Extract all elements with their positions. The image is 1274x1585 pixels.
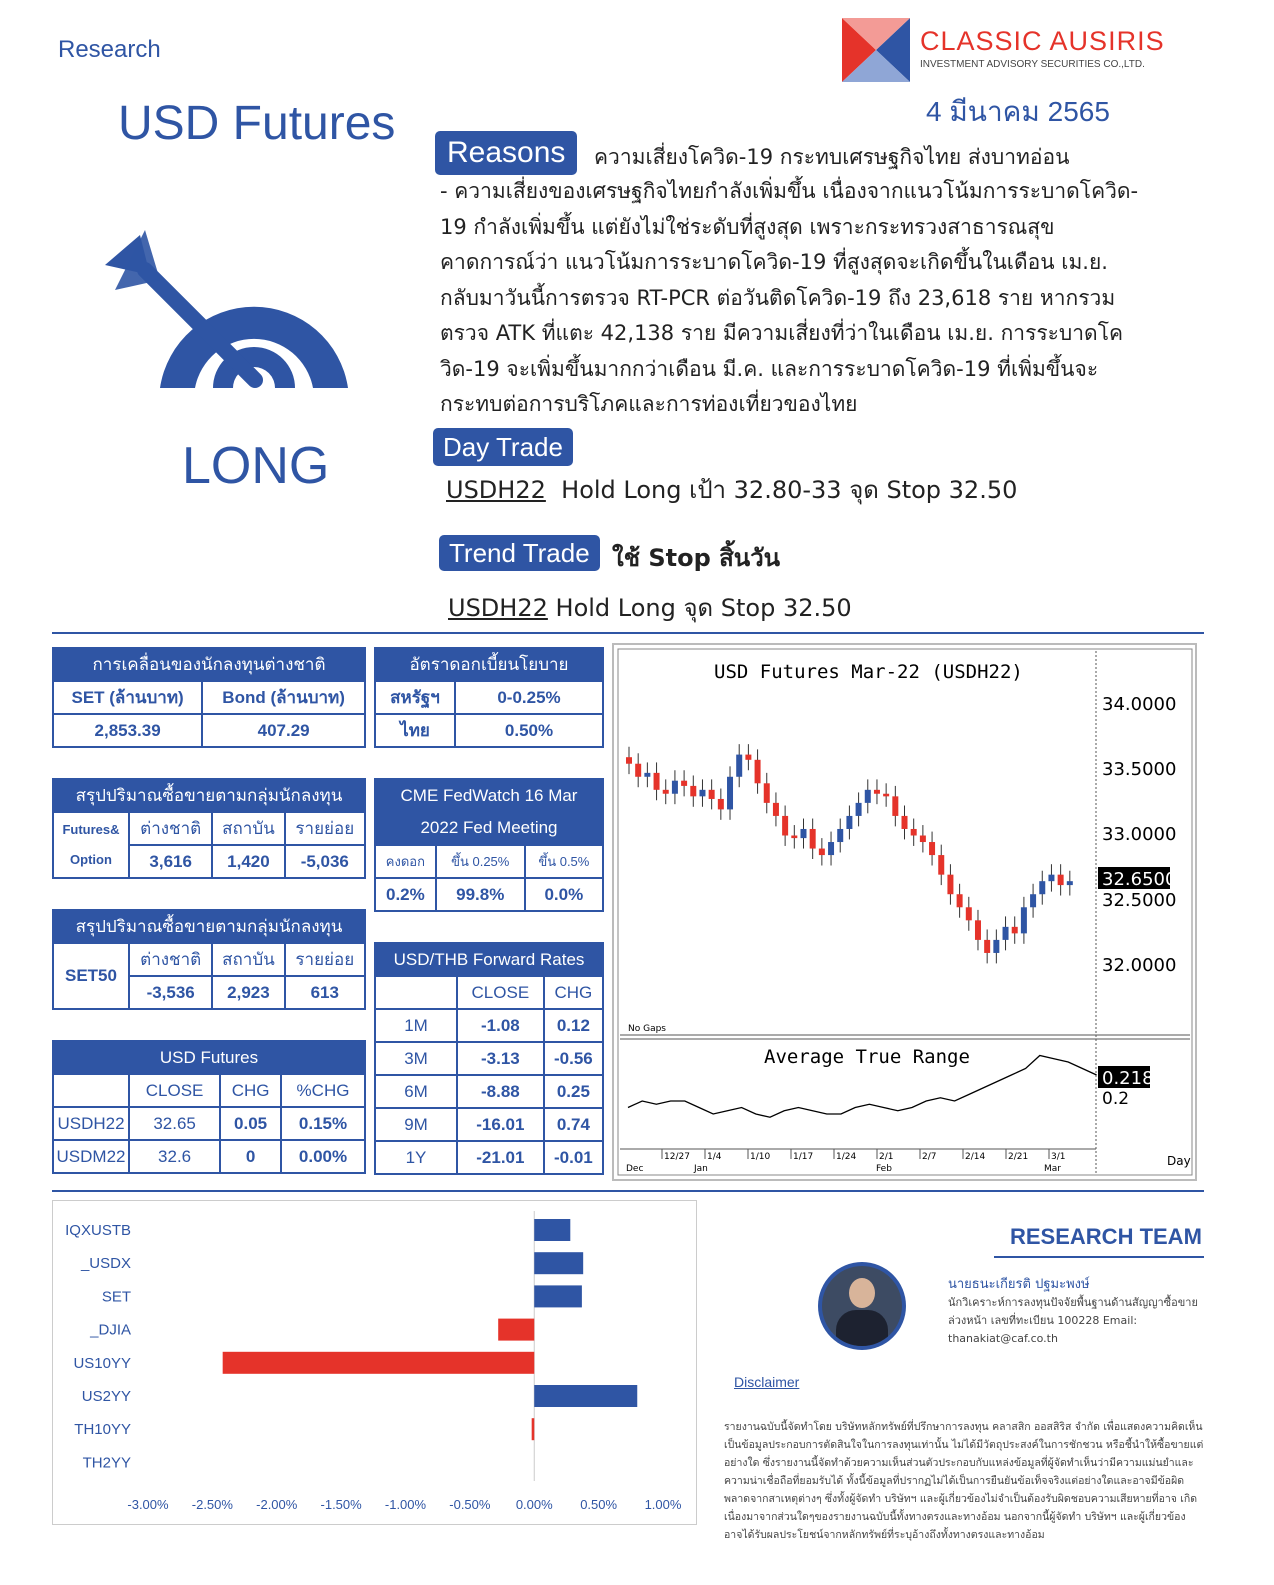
table-cell: -1.08 xyxy=(457,1009,544,1042)
page-title: USD Futures xyxy=(118,97,396,150)
x-tick-label: -2.00% xyxy=(256,1497,298,1512)
table-cell: 1M xyxy=(375,1009,457,1042)
target-icon xyxy=(105,230,350,400)
bar xyxy=(223,1352,535,1374)
cell: 0.0% xyxy=(525,878,603,911)
market-bar-chart xyxy=(52,1200,697,1525)
col-header: CLOSE xyxy=(457,976,544,1009)
candle xyxy=(966,907,972,920)
month-label: Dec xyxy=(626,1164,644,1174)
col-header: สถาบัน xyxy=(212,812,284,845)
day-trade-symbol: USDH22 xyxy=(446,476,546,504)
cell: 1,420 xyxy=(212,845,284,878)
day-trade-line xyxy=(446,470,1017,509)
candle xyxy=(947,875,953,895)
month-label: Feb xyxy=(876,1164,892,1174)
policy-rate-table xyxy=(374,647,604,748)
category-label: US10YY xyxy=(73,1354,131,1372)
analyst-info xyxy=(948,1276,1198,1348)
table-cell: -0.56 xyxy=(544,1042,603,1075)
y-tick: 33.0000 xyxy=(1102,824,1177,845)
bar xyxy=(534,1219,570,1241)
table-cell: กระทบต่อการบริโภคและการท่องเที่ยวของไทย xyxy=(440,392,858,416)
x-tick-label: 2/14 xyxy=(965,1152,986,1162)
cell: 99.8% xyxy=(436,878,525,911)
company-name: CLASSIC AUSIRIS xyxy=(920,26,1165,56)
usd-futures-table xyxy=(52,1040,366,1174)
table-cell: 0 xyxy=(220,1140,281,1173)
candle xyxy=(764,783,770,803)
divider xyxy=(52,1190,1204,1192)
table-row xyxy=(375,1108,603,1141)
x-tick-label: 2/21 xyxy=(1008,1152,1029,1162)
table-cell: - ความเสี่ยงของเศรษฐกิจไทยกำลังเพิ่มขึ้น เนื่องจากแนวโน้มการระบาดโควิด- xyxy=(440,179,1139,203)
fedwatch-table xyxy=(374,778,604,912)
table-cell: กลับมาวันนี้การตรวจ RT-PCR ต่อวันติดโควิด-19 ถึง 23,618 ราย หากรวม xyxy=(440,285,1116,310)
section-label: Research xyxy=(58,36,161,63)
avatar xyxy=(818,1262,906,1350)
candle xyxy=(892,796,898,816)
table-cell: 0.15% xyxy=(281,1107,365,1140)
candle xyxy=(709,790,715,799)
table-row xyxy=(375,1042,603,1075)
foreign-flow-table xyxy=(52,647,366,748)
cell: 0.2% xyxy=(375,878,436,911)
bar-chart-svg xyxy=(53,1201,698,1526)
col-header: คงดอก xyxy=(375,845,436,878)
analyst-reg: ล่วงหน้า เลขที่ทะเบียน 100228 Email: xyxy=(948,1314,1138,1327)
candle xyxy=(1048,875,1054,882)
x-tick-label: -2.50% xyxy=(191,1497,233,1512)
category-label: _DJIA xyxy=(90,1321,131,1339)
candle xyxy=(699,790,705,797)
candle xyxy=(819,849,825,856)
x-tick-label: -1.00% xyxy=(384,1497,427,1512)
table-cell: Option xyxy=(70,852,112,867)
atr-tick: 0.2 xyxy=(1102,1089,1130,1109)
table-cell: 0.74 xyxy=(544,1108,603,1141)
table-cell: 1Y xyxy=(375,1141,457,1174)
y-tick: 33.5000 xyxy=(1102,759,1177,780)
candlestick-chart xyxy=(614,645,1195,1179)
table-cell: 0.05 xyxy=(220,1107,281,1140)
y-tick: 32.0000 xyxy=(1102,955,1177,976)
table-cell: 3M xyxy=(375,1042,457,1075)
table-cell: -0.01 xyxy=(544,1141,603,1174)
row-label: ไทย xyxy=(375,714,455,747)
disclaimer-link[interactable]: Disclaimer xyxy=(734,1374,800,1390)
candle xyxy=(837,829,843,842)
day-trade-text: Hold Long เป้า 32.80-33 จุด Stop 32.50 xyxy=(561,476,1018,504)
x-tick-label: 1/24 xyxy=(836,1152,857,1162)
day-label: Day xyxy=(1167,1154,1191,1168)
cell: 0.50% xyxy=(455,714,603,747)
reasons-headline: ความเสี่ยงโควิด-19 กระทบเศรษฐกิจไทย ส่งบาทอ่อน xyxy=(594,145,1070,169)
table-cell: USDH22 xyxy=(53,1107,129,1140)
table-cell: CME FedWatch 16 Mar xyxy=(400,786,578,805)
candle xyxy=(644,773,650,777)
table-cell: -21.01 xyxy=(457,1141,544,1174)
table-cell: 32.6 xyxy=(129,1140,220,1173)
candle xyxy=(929,842,935,855)
futures-flow-table xyxy=(52,778,366,879)
cell: -5,036 xyxy=(285,845,365,878)
table-cell: วิด-19 จะเพิ่มขึ้นมากกว่าเดือน มี.ค. และการระบาดโควิด-19 ที่เพิ่มขึ้นจะ xyxy=(440,356,1099,381)
table-row xyxy=(375,1075,603,1108)
x-tick-label: 12/27 xyxy=(664,1152,690,1162)
col-header: รายย่อย xyxy=(285,943,365,976)
cell: 2,853.39 xyxy=(53,714,202,747)
table-row xyxy=(53,1140,365,1173)
y-tick: 32.5000 xyxy=(1102,890,1177,911)
table-title: USD/THB Forward Rates xyxy=(375,943,603,976)
table-row xyxy=(375,1141,603,1174)
category-label: IQXUSTB xyxy=(65,1222,131,1239)
cell xyxy=(375,976,457,1009)
col-header: ต่างชาติ xyxy=(129,812,212,845)
price-chart xyxy=(612,643,1197,1181)
chart-title: USD Futures Mar-22 (USDH22) xyxy=(714,661,1023,683)
candle xyxy=(810,829,816,849)
reasons-badge: Reasons xyxy=(435,131,577,175)
table-cell: ตรวจ ATK ที่แตะ 42,138 ราย มีความเสี่ยงที่ว่าในเดือน เม.ย. การระบาดโค xyxy=(440,321,1124,345)
col-header: ขึ้น 0.25% xyxy=(436,845,525,878)
table-title xyxy=(375,779,603,845)
candle xyxy=(1012,927,1018,934)
candle xyxy=(1021,907,1027,933)
candle xyxy=(672,781,678,794)
x-tick-label: 3/1 xyxy=(1051,1152,1066,1162)
cell: 0-0.25% xyxy=(455,681,603,714)
candle xyxy=(791,836,797,839)
x-tick-label: 1/4 xyxy=(707,1152,722,1162)
day-trade-badge: Day Trade xyxy=(433,428,573,466)
last-price: 32.6500 xyxy=(1102,869,1177,890)
candle xyxy=(993,940,999,953)
candle xyxy=(626,757,632,764)
cell: 407.29 xyxy=(202,714,365,747)
table-cell: -3.13 xyxy=(457,1042,544,1075)
col-header: Bond (ล้านบาท) xyxy=(202,681,365,714)
candle xyxy=(957,894,963,907)
analyst-role: นักวิเคราะห์การลงทุนปัจจัยพื้นฐานด้านสัญญาซื้อขาย xyxy=(948,1296,1198,1309)
table-cell: 0.00% xyxy=(281,1140,365,1173)
forward-rates-table xyxy=(374,942,604,1175)
month-label: Jan xyxy=(694,1164,708,1174)
analyst-name: นายธนะเกียรติ ปฐมะพงษ์ xyxy=(948,1277,1090,1292)
table-cell: Futures& xyxy=(62,822,120,837)
table-title: อัตราดอกเบี้ยนโยบาย xyxy=(375,648,603,681)
candle xyxy=(800,829,806,838)
candle xyxy=(755,760,761,783)
x-tick-label: -0.50% xyxy=(449,1497,491,1512)
table-cell: 0.12 xyxy=(544,1009,603,1042)
col-header: %CHG xyxy=(281,1074,365,1107)
col-header: CLOSE xyxy=(129,1074,220,1107)
company-subtitle: INVESTMENT ADVISORY SECURITIES CO.,LTD. xyxy=(920,59,1145,70)
table-title: การเคลื่อนของนักลงทุนต่างชาติ xyxy=(53,648,365,681)
cell xyxy=(53,1074,129,1107)
candle xyxy=(690,786,696,796)
atr-last: 0.218 xyxy=(1102,1068,1154,1089)
candle xyxy=(654,773,660,790)
candle xyxy=(718,799,724,809)
bar xyxy=(534,1252,583,1274)
col-header: ขึ้น 0.5% xyxy=(525,845,603,878)
candle xyxy=(865,790,871,803)
position-label: LONG xyxy=(182,437,330,495)
x-tick-label: -1.50% xyxy=(320,1497,362,1512)
candle xyxy=(635,764,641,777)
candle xyxy=(727,777,733,810)
category-label: TH10YY xyxy=(74,1421,131,1439)
candle xyxy=(1058,875,1064,885)
row-label: SET50 xyxy=(53,943,129,1009)
reasons-body xyxy=(440,174,1170,423)
disclaimer-text: รายงานฉบับนี้จัดทำโดย บริษัทหลักทรัพย์ที่ปรึกษาการลงทุน คลาสสิก ออสสิริส จำกัด เพื่อแสดงความคิดเห็นเป็นข้อมูลประกอบการตัดสินใจในการลงทุนเท่านั้น ไม่ได้มีวัตถุประสงค์ในการชักชวน หรือชี้นำให้ซื้อขายแต่อย่างใด ซึ่งรายงานนี้จัดทำด้วยความเห็นส่วนตัวประกอบกับแหล่งข้อมูลที่ผู้จัดทำเห็นว่ามีความแม่นยำและความน่าเชื่อถือที่ยอมรับได้ ทั้งนี้ข้อมูลที่ปรากฏไม่ได้เป็นการยืนยันข้อเท็จจริงแต่อย่างใดและอาจมีข้อผิดพลาดจากสาเหตุต่างๆ ซึ่งทั้งผู้จัดทำ บริษัทฯ และผู้เกี่ยวข้องไม่จำเป็นต้องรับผิดชอบความเสียหายที่อาจ เกิดเนื่องมาจากส่วนใดๆของรายงานฉบับนี้ทั้งทางตรงและทางอ้อม นอกจากนี้ผู้จัดทำ บริษัทฯ และผู้เกี่ยวข้อง อาจได้รับผลประโยชน์จากหลักทรัพย์ที่ระบุอ้างถึงทั้งทางตรงและทางอ้อม xyxy=(724,1421,1204,1541)
table-cell: 2022 Fed Meeting xyxy=(420,818,558,837)
candle xyxy=(938,855,944,875)
candle xyxy=(681,781,687,786)
atr-title: Average True Range xyxy=(764,1046,970,1068)
x-tick-label: -3.00% xyxy=(127,1497,169,1512)
candle xyxy=(856,803,862,816)
research-team-title: RESEARCH TEAM xyxy=(1010,1224,1202,1249)
candle xyxy=(1067,881,1073,885)
x-tick-label: 0.00% xyxy=(515,1497,553,1512)
table-row xyxy=(375,1009,603,1042)
col-header: CHG xyxy=(220,1074,281,1107)
table-cell: 19 กำลังเพิ่มขึ้น แต่ยังไม่ใช่ระดับที่สูงสุด เพราะกระทรวงสาธารณสุข xyxy=(440,214,1055,239)
candle xyxy=(902,816,908,829)
report-date: 4 มีนาคม 2565 xyxy=(926,96,1110,127)
category-label: US2YY xyxy=(81,1388,131,1405)
x-tick-label: 2/7 xyxy=(922,1152,937,1162)
trend-trade-text: Hold Long จุด Stop 32.50 xyxy=(555,594,852,622)
bar xyxy=(532,1418,535,1440)
bar xyxy=(498,1319,534,1341)
month-label: Mar xyxy=(1044,1164,1061,1174)
team-underline xyxy=(994,1256,1204,1258)
candle xyxy=(975,920,981,940)
candle xyxy=(920,836,926,843)
cell: 2,923 xyxy=(212,976,284,1009)
table-cell: 0.25 xyxy=(544,1075,603,1108)
col-header: สถาบัน xyxy=(212,943,284,976)
category-label: SET xyxy=(101,1288,131,1306)
candle xyxy=(745,755,751,760)
row-label xyxy=(53,812,129,878)
trend-trade-symbol: USDH22 xyxy=(448,594,548,622)
candle xyxy=(883,794,889,797)
bar xyxy=(534,1385,637,1407)
table-cell: 6M xyxy=(375,1075,457,1108)
category-label: _USDX xyxy=(80,1255,131,1273)
candle xyxy=(663,790,669,794)
cell: 613 xyxy=(285,976,365,1009)
col-header: ต่างชาติ xyxy=(129,943,212,976)
trend-trade-badge: Trend Trade xyxy=(439,535,600,571)
company-logo xyxy=(842,18,910,82)
candle xyxy=(782,816,788,836)
candle xyxy=(1039,881,1045,894)
candle xyxy=(874,790,880,794)
x-tick-label: 1/10 xyxy=(750,1152,771,1162)
candle xyxy=(773,803,779,816)
x-tick-label: 1/17 xyxy=(793,1152,814,1162)
candle xyxy=(736,755,742,777)
table-title: สรุปปริมาณซื้อขายตามกลุ่มนักลงทุน xyxy=(53,910,365,943)
table-title: USD Futures xyxy=(53,1041,365,1074)
x-tick-label: 1.00% xyxy=(644,1497,682,1512)
table-cell: 32.65 xyxy=(129,1107,220,1140)
category-label: TH2YY xyxy=(82,1454,131,1472)
trend-trade-suffix: ใช้ Stop สิ้นวัน xyxy=(612,544,781,572)
col-header: SET (ล้านบาท) xyxy=(53,681,202,714)
table-cell: 9M xyxy=(375,1108,457,1141)
table-cell: USDM22 xyxy=(53,1140,129,1173)
x-tick-label: 0.50% xyxy=(580,1497,618,1512)
table-cell: คาดการณ์ว่า แนวโน้มการระบาดโควิด-19 ที่สูงสุดจะเกิดขึ้นในเดือน เม.ย. xyxy=(440,250,1108,274)
set50-flow-table xyxy=(52,909,366,1010)
col-header: CHG xyxy=(544,976,603,1009)
trend-trade-line xyxy=(448,588,852,627)
col-header: รายย่อย xyxy=(285,812,365,845)
row-label: สหรัฐฯ xyxy=(375,681,455,714)
table-cell: -16.01 xyxy=(457,1108,544,1141)
x-tick-label: 2/1 xyxy=(879,1152,894,1162)
bar xyxy=(534,1285,582,1307)
candle xyxy=(846,816,852,829)
analyst-email[interactable]: thanakiat@caf.co.th xyxy=(948,1332,1058,1345)
table-row xyxy=(53,1107,365,1140)
cell: -3,536 xyxy=(129,976,212,1009)
table-cell: -8.88 xyxy=(457,1075,544,1108)
candle xyxy=(1003,927,1009,940)
candle xyxy=(984,940,990,953)
y-tick: 34.0000 xyxy=(1102,694,1177,715)
divider xyxy=(52,632,1204,634)
no-gaps-label: No Gaps xyxy=(628,1024,666,1034)
candle xyxy=(911,829,917,836)
cell: 3,616 xyxy=(129,845,212,878)
candle xyxy=(828,842,834,855)
table-title: สรุปปริมาณซื้อขายตามกลุ่มนักลงทุน xyxy=(53,779,365,812)
candle xyxy=(1030,894,1036,907)
